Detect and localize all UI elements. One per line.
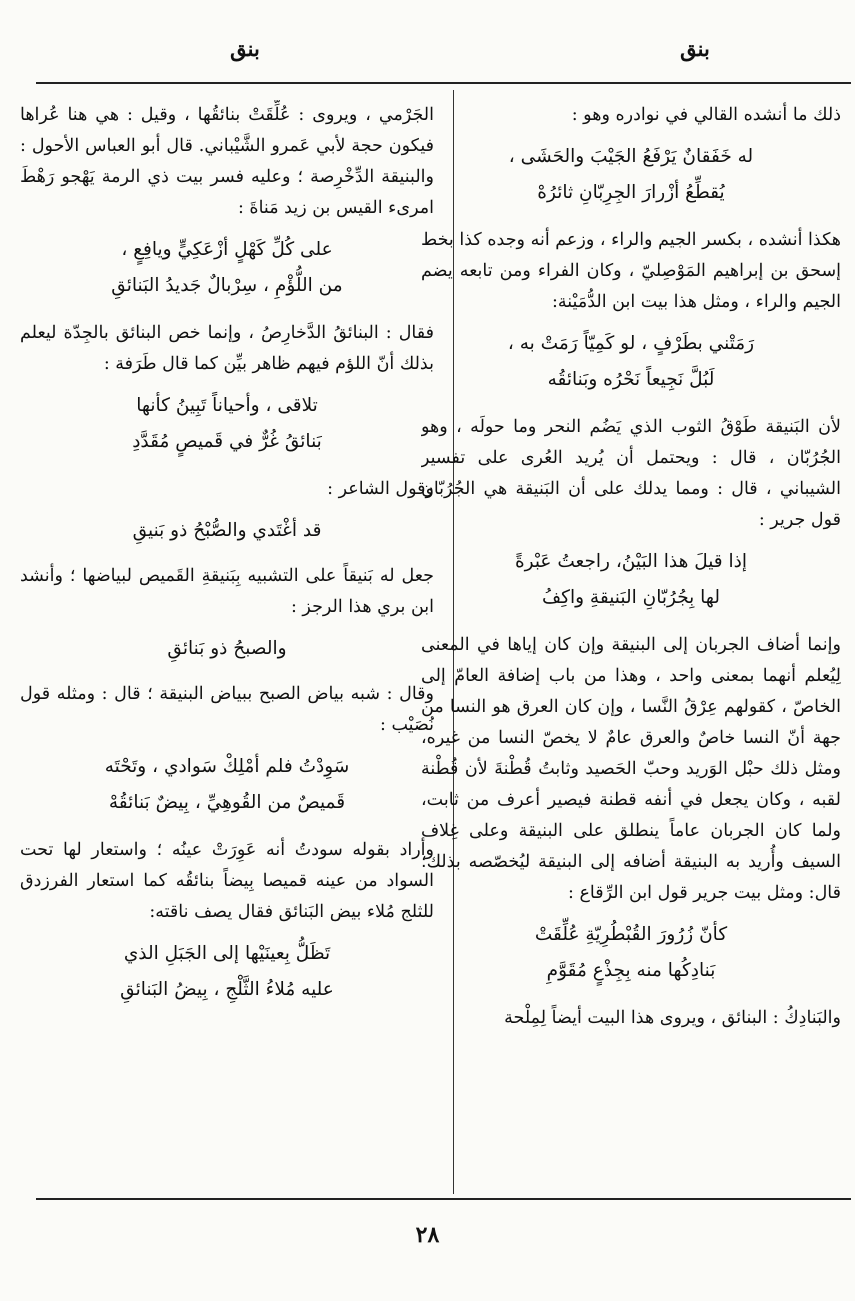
verse bbox=[421, 326, 841, 398]
paragraph: والبَنادِكُ : البنائق ، ويروى هذا البيت أيضاً لِمِلْحة bbox=[504, 1008, 841, 1028]
verse: والصبحُ ذو بَنائقِ bbox=[167, 638, 287, 659]
verse-line: له خَفَقانٌ يَرْفَعُ الجَيْبَ والحَشَى ، bbox=[508, 146, 754, 167]
paragraph: ذلك ما أنشده القالي في نوادره وهو : bbox=[571, 105, 841, 125]
paragraph: جعل له بَنيقاً على التشبيه بِبَنيقةِ القَميص لبياضها ؛ وأنشد ابن بري هذا الرجز : bbox=[20, 566, 434, 617]
verse-line: إذا قيلَ هذا البَيْنُ، راجعتُ عَبْرةً bbox=[514, 551, 748, 572]
verse-line: سَوِدْتُ فلم أمْلِكْ سَوادي ، وتَحْتَه bbox=[104, 756, 350, 777]
verse-line: يُقطِّعُ أزْرارَ الجِرِبّانِ ثائرُهْ bbox=[537, 182, 725, 203]
paragraph: فقال : البنائقُ الدَّخارِصُ ، وإنما خص البنائق بالجِدّة ليعلم بذلك أنّ اللؤم فيهم ظاهر بيِّن كما قال طَرَفة : bbox=[20, 323, 434, 374]
page-number: ٢٨ bbox=[415, 1222, 440, 1248]
verse bbox=[20, 232, 434, 304]
paragraph: هكذا أنشده ، بكسر الجيم والراء ، وزعم أنه وجده كذا بخط إسحق بن إبراهيم المَوْصِليّ ، وكان الفراء ومن تابعه يضم الجيم والراء ، ومثل هذا بيت ابن الدُّمَيْنة: bbox=[421, 230, 841, 312]
paragraph: وأراد بقوله سودتُ أنه عَوِرَتْ عينُه ؛ واستعار لها تحت السواد من عينه قميصا بِيضاً بنائقُه كما استعار الفرزدق للثلج مُلاء بيض البَنائق فقال يصف ناقته: bbox=[20, 840, 434, 922]
paragraph: وإنما أضاف الجربان إلى البنيقة وإن كان إياها في المعنى لِيُعلم أنهما بمعنى واحد ، وهذا من باب إضافة العامّ إلى الخاصّ ، كقولهم عِرْقُ النَّسا ، وإن كان العرق هو النسا من جهة أنّ النسا خاصٌ والعرق عامٌ لا يخصّ النسا من غيره، ومثل ذلك حبْل الوَريد وحبّ الحَصيد وثابتُ قُطْنةَ لأن قُطْنة لقبه ، وكان يجعل في أنفه قطنة فيصير أعرف من ثابت، ولما كان الجربان عاماً ينطلق على البنيقة وعلى غِلاف السيف وأُريد به البنيقة أضافه إلى البنيقة ليُخصّصه بذلك؛ قال: ومثل بيت جرير قول ابن الرِّقاع : bbox=[421, 635, 841, 903]
verse bbox=[421, 917, 841, 989]
running-head-right: بنق bbox=[680, 36, 710, 61]
paragraph: وقول الشاعر : bbox=[327, 479, 434, 499]
verse: قد أغْتَدي والصُّبْحُ ذو بَنيقِ bbox=[132, 520, 322, 541]
verse-line: تلاقى ، وأحياناً تَبِينُ كأنها bbox=[136, 395, 318, 416]
verse-line: تَظَلُّ بِعينَيْها إلى الجَبَلِ الذي bbox=[123, 943, 331, 964]
running-head-left: بنق bbox=[230, 36, 260, 61]
paragraph: الجَرْمي ، ويروى : عُلِّقَتْ بنائقُها ، وقيل : هي هنا عُراها فيكون حجة لأبي عَمرو الشَّيْباني. قال أبو العباس الأحول : والبنيقة الدِّخْرِصة ؛ وعليه فسر بيت ذي الرمة يَهْجو رَهْطَ امرىء القيس بن زيد مَناةَ : bbox=[20, 105, 434, 218]
verse bbox=[20, 936, 434, 1008]
paragraph: وقال : شبه بياض الصبح ببياض البنيقة ؛ قال : ومثله قول نُصَيْب : bbox=[20, 684, 434, 735]
verse-line: رَمَتْني بطَرْفٍ ، لو كَمِيّاً رَمَتْ به ، bbox=[507, 333, 755, 354]
verse-line: عليه مُلاءُ الثَّلْجِ ، بِيضُ البَنائقِ bbox=[120, 979, 334, 1000]
verse-line: لها بِجُرُبّانِ البَنيقةِ واكِفُ bbox=[542, 587, 720, 608]
verse-line: لَبُلَّ نَجِيعاً نَحْرُه وبَنائقُه bbox=[547, 369, 715, 390]
verse-line: بَنادِكُها منه بِجِذْعٍ مُقَوَّمِ bbox=[546, 960, 716, 981]
verse-line: على كُلِّ كَهْلٍ أزْعَكِيٍّ ويافِعٍ ، bbox=[121, 239, 333, 260]
left-column bbox=[20, 100, 434, 1192]
footer-rule bbox=[36, 1198, 851, 1200]
paragraph: لأن البَنيقة طَوْقُ الثوب الذي يَضُم النحر وما حولَه ، وهو الجُرُبّان ، قال : ويحتمل أن يُريد العُرى على تفسير الشيباني ، قال : ومما يدلك على أن البَنيقة هي الجُرُبّان قول جرير : bbox=[421, 417, 841, 530]
verse-line: بَنائقُ غُرٌّ في قَميصٍ مُقَدَّدِ bbox=[132, 431, 322, 452]
verse bbox=[421, 544, 841, 616]
right-column bbox=[421, 100, 841, 1192]
verse bbox=[20, 749, 434, 821]
verse bbox=[20, 388, 434, 460]
verse-line: قَميصٌ من القُوهِيِّ ، بِيضٌ بَنائقُهْ bbox=[108, 792, 346, 813]
verse bbox=[421, 139, 841, 211]
header-rule bbox=[36, 82, 851, 84]
verse-line: كأنّ زُرُورَ القُبْطُرِيّةِ عُلِّقَتْ bbox=[534, 924, 728, 945]
verse-line: من اللُّؤْمِ ، سِرْبالٌ جَديدُ البَنائقِ bbox=[111, 275, 343, 296]
